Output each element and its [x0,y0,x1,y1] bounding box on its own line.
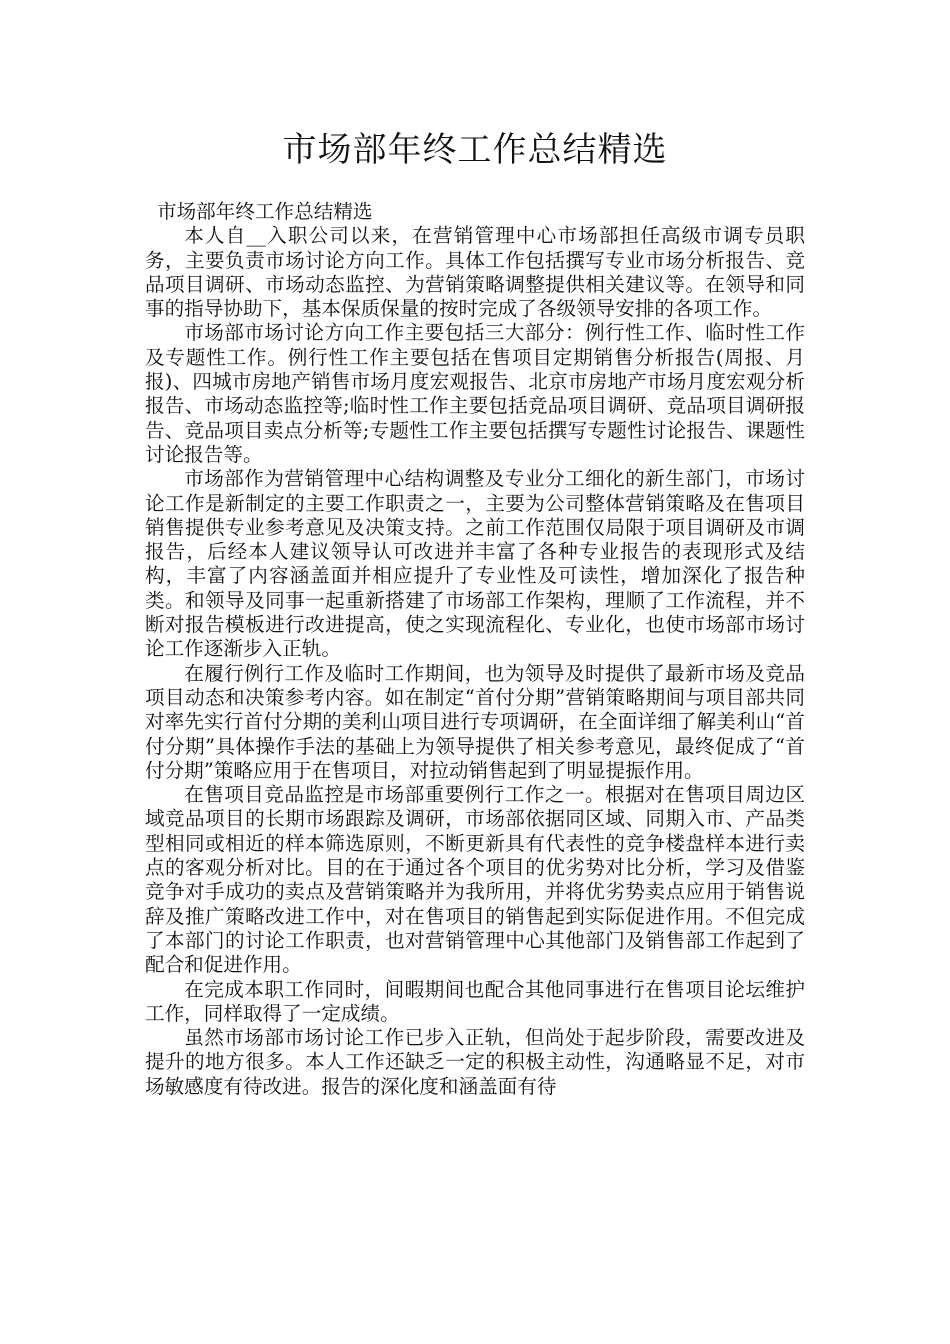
document-body [145,200,805,1099]
document-title: 市场部年终工作总结精选 [282,130,668,170]
paragraph: 市场部市场讨论方向工作主要包括三大部分：例行性工作、临时性工作及专题性工作。例行性工作主要包括在售项目定期销售分析报告(周报、月报)、四城市房地产销售市场月度宏观报告、北京市房地产市场月度宏观分析报告、市场动态监控等;临时性工作主要包括竞品项目调研、竞品项目调研报告、竞品项目卖点分析等;专题性工作主要包括撰写专题性讨论报告、课题性讨论报告等。 [145,321,805,466]
paragraph: 在售项目竞品监控是市场部重要例行工作之一。根据对在售项目周边区域竞品项目的长期市场跟踪及调研，市场部依据同区域、同期入市、产品类型相同或相近的样本筛选原则，不断更新具有代表性的竞争楼盘样本进行卖点的客观分析对比。目的在于通过各个项目的优劣势对比分析，学习及借鉴竞争对手成功的卖点及营销策略并为我所用，并将优劣势卖点应用于销售说辞及推广策略改进工作中，对在售项目的销售起到实际促进作用。不但完成了本部门的讨论工作职责，也对营销管理中心其他部门及销售部工作起到了配合和促进作用。 [145,783,805,977]
paragraph: 在履行例行工作及临时工作期间，也为领导及时提供了最新市场及竞品项目动态和决策参考内容。如在制定“首付分期”营销策略期间与项目部共同对率先实行首付分期的美利山项目进行专项调研，在全面详细了解美利山“首付分期”具体操作手法的基础上为领导提供了相关参考意见，最终促成了“首付分期”策略应用于在售项目，对拉动销售起到了明显提振作用。 [145,661,805,782]
document-subtitle: 市场部年终工作总结精选 [157,200,373,223]
paragraph: 本人自__入职公司以来，在营销管理中心市场部担任高级市调专员职务，主要负责市场讨论方向工作。具体工作包括撰写专业市场分析报告、竞品项目调研、市场动态监控、为营销策略调整提供相关建议等。在领导和同事的指导协助下，基本保质保量的按时完成了各级领导安排的各项工作。 [145,224,805,321]
paragraph: 在完成本职工作同时，间暇期间也配合其他同事进行在售项目论坛维护工作，同样取得了一定成绩。 [145,977,805,1025]
paragraph: 市场部作为营销管理中心结构调整及专业分工细化的新生部门，市场讨论工作是新制定的主要工作职责之一，主要为公司整体营销策略及在售项目销售提供专业参考意见及决策支持。之前工作范围仅局限于项目调研及市调报告，后经本人建议领导认可改进并丰富了各种专业报告的表现形式及结构，丰富了内容涵盖面并相应提升了专业性及可读性，增加深化了报告种类。和领导及同事一起重新搭建了市场部工作架构，理顺了工作流程，并不断对报告模板进行改进提高，使之实现流程化、专业化，也使市场部市场讨论工作逐渐步入正轨。 [145,467,805,661]
paragraph: 虽然市场部市场讨论工作已步入正轨，但尚处于起步阶段，需要改进及提升的地方很多。本人工作还缺乏一定的积极主动性，沟通略显不足，对市场敏感度有待改进。报告的深化度和涵盖面有待 [145,1026,805,1098]
